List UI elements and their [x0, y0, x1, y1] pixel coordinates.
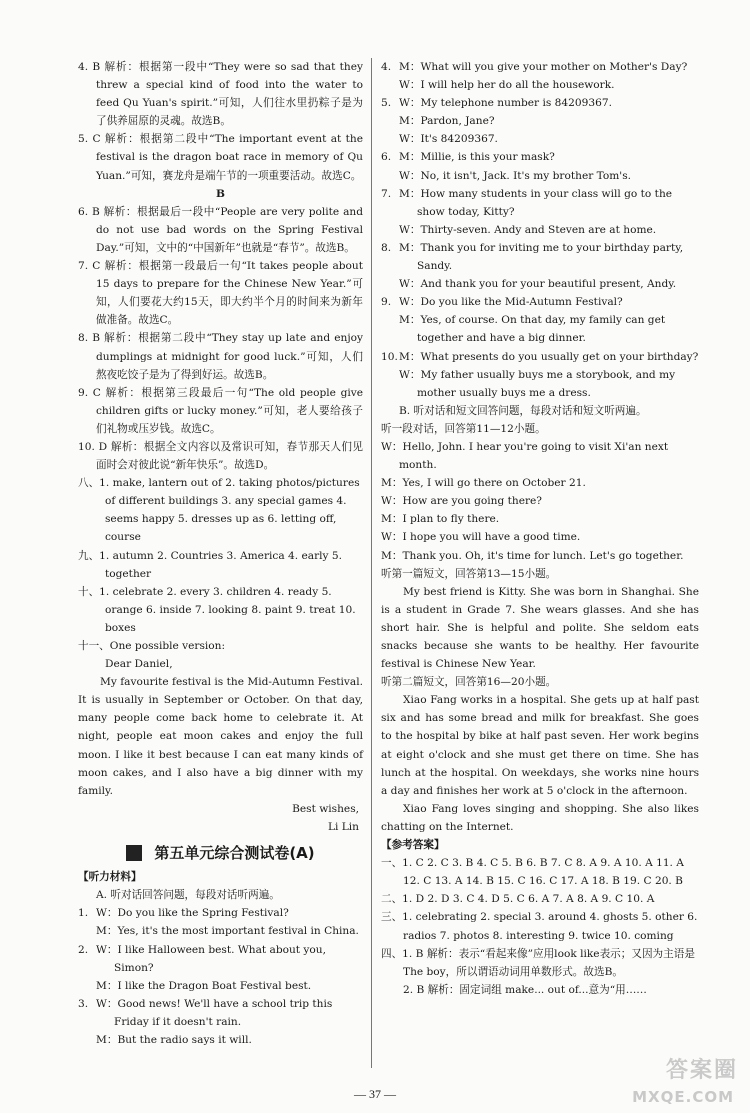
passage2-heading: 听第二篇短文，回答第16—20小题。	[381, 676, 557, 689]
answer-explanation: 5. C 解析：根据第二段中“The important event at the festival is the dragon boat race in memory of Qu Yuan.”可知，赛龙舟是端午节的一项重要活动。故选C。	[78, 133, 363, 182]
dialogue-text: W：I will help her do all the housework.	[399, 79, 615, 92]
dialogue-line	[381, 58, 699, 76]
dialogue-number: 4.	[381, 61, 392, 73]
dialogue-text: M：Pardon, Jane?	[399, 115, 495, 128]
dialogue-text: M：I like the Dragon Boat Festival best.	[96, 979, 312, 992]
dialogue-number	[381, 221, 399, 239]
dialogue-text: W：My father usually buys me a storybook, and my mother usually buys me a dress.	[399, 368, 676, 399]
conversation-line: W：Hello, John. I hear you're going to visit Xi'an next month.	[381, 440, 669, 472]
dialogue-text: M：What will you give your mother on Mother's Day?	[399, 61, 688, 73]
listening-intro: A. 听对话回答问题，每段对话听两遍。	[96, 889, 280, 902]
answers-heading: 【参考答案】	[381, 839, 445, 852]
dialogue-text: W：Do you like the Mid-Autumn Festival?	[399, 296, 623, 309]
exercise-8: 八、1. make, lantern out of 2. taking photos/pictures of different buildings 3. any special games 4. seems happy 5. dresses up as 6. letting off, course	[78, 477, 360, 544]
dialogue-number	[381, 366, 399, 402]
dialogue-text: W：My telephone number is 84209367.	[399, 97, 612, 110]
dialogue-text: W：And thank you for your beautiful present, Andy.	[399, 278, 677, 291]
dialogue-text: W：Thirty-seven. Andy and Steven are at home.	[399, 223, 657, 236]
dialogue-text: W：It's 84209367.	[399, 133, 498, 146]
dialogue-number: 8.	[381, 241, 392, 254]
answer-explanation: 9. C 解析：根据第三段最后一句“The old people give children gifts or lucky money.”可知，老人要给孩子们礼物或压岁钱。故选C。	[78, 386, 363, 435]
dialogue-line	[381, 293, 699, 311]
title-square-icon	[126, 845, 142, 861]
dialogue-number	[381, 112, 399, 130]
page-number: — 37 —	[354, 1087, 396, 1101]
dialogue-number: 7.	[381, 187, 392, 200]
answer-key-line: 2. B 解析：固定词组 make... out of...意为“用……	[403, 983, 647, 996]
answer-key-line: 二、1. D 2. D 3. C 4. D 5. C 6. A 7. A 8. A 9. C 10. A	[381, 893, 655, 906]
dialogue-line	[381, 311, 699, 347]
dialogue-line	[381, 76, 699, 94]
dialogue-number	[381, 130, 399, 148]
conversation-line: M：Thank you. Oh, it's time for lunch. Let's go together.	[381, 549, 684, 562]
dialogue-number	[381, 76, 399, 94]
answer-key-line: 四、1. B 解析：表示“看起来像”应用look like表示；又因为主语是The boy，所以谓语动词用单数形式。故选B。	[381, 947, 695, 978]
listening-heading: 【听力材料】	[78, 871, 142, 884]
conversation-line: M：Yes, I will go there on October 21.	[381, 477, 586, 490]
dialogue-text: W：Good news! We'll have a school trip this Friday if it doesn't rain.	[96, 997, 333, 1028]
dialogue-number: 6.	[381, 151, 392, 164]
letter-closing: Best wishes,	[292, 802, 359, 815]
section-title	[78, 844, 363, 862]
watermark-logo	[632, 1058, 742, 1108]
answer-key-line: 三、1. celebrating 2. special 3. around 4. ghosts 5. other 6. radios 7. photos 8. interesting 9. twice 10. coming	[381, 911, 698, 942]
dialogue-line	[381, 221, 699, 239]
dialogue-line	[78, 977, 363, 995]
left-column	[78, 58, 363, 1049]
dialogue-line	[381, 167, 699, 185]
conversation-heading: 听一段对话，回答第11—12小题。	[381, 422, 546, 435]
dialogue-line	[381, 348, 699, 366]
dialogue-number	[381, 311, 399, 347]
dialogue-number: 1.	[78, 907, 89, 920]
dialogue-text: M：Thank you for inviting me to your birthday party, Sandy.	[399, 241, 684, 273]
dialogue-line	[78, 904, 363, 922]
watermark-cn: 答案圈	[665, 1058, 738, 1083]
answer-key-line: 一、1. C 2. C 3. B 4. C 5. B 6. B 7. C 8. A 9. A 10. A 11. A 12. C 13. A 14. B 15. C 16. C 17. A 18. B 19. C 20. B	[381, 857, 684, 888]
dialogue-line	[381, 366, 699, 402]
dialogue-line	[381, 275, 699, 293]
dialogue-number	[381, 167, 399, 185]
watermark-en: MXQE.COM	[632, 1088, 734, 1106]
conversation-line: M：I plan to fly there.	[381, 513, 500, 526]
passage-paragraph: Xiao Fang works in a hospital. She gets up at half past six and has some bread and milk for breakfast. She goes to the hospital by bike at half past seven. Her work begins at eight o'clock and she must get there on time. She has lunch at the hospital. On weekdays, she works nine hours a day and finishes her work at 5 o'clock in the afternoon.	[381, 694, 699, 797]
section-title-text: 第五单元综合测试卷(A)	[154, 844, 315, 863]
dialogue-line	[78, 995, 363, 1031]
dialogue-text: M：What presents do you usually get on your birthday?	[399, 350, 699, 363]
dialogue-number	[78, 977, 96, 995]
exercise-10: 十、1. celebrate 2. every 3. children 4. ready 5. orange 6. inside 7. looking 8. paint 9. treat 10. boxes	[78, 585, 356, 634]
answer-explanation: 7. C 解析：根据第一段最后一句“It takes people about 15 days to prepare for the Chinese New Year.”可知，人们要花大约15天，即大约半个月的时间来为新年做准备。故选C。	[78, 260, 363, 327]
dialogue-line	[78, 941, 363, 977]
dialogue-line	[381, 148, 699, 166]
right-column	[381, 58, 699, 999]
letter-salutation: Dear Daniel,	[105, 658, 173, 671]
part-b-instruction: B. 听对话和短文回答问题，每段对话和短文听两遍。	[399, 404, 647, 417]
passage-paragraph: My best friend is Kitty. She was born in Shanghai. She is a student in Grade 7. She wears glasses. And she has short hair. She is helpful and polite. She seldom eats snacks because she wants to be healthy. Her favourite festival is Chinese New Year.	[381, 585, 699, 671]
answer-explanation: 6. B 解析：根据最后一段中“People are very polite and do not use bad words on the Spring Festival Day.”可知，文中的“中国新年”也就是“春节”。故选B。	[78, 205, 363, 254]
dialogue-number	[78, 922, 96, 940]
dialogue-text: M：Yes, of course. On that day, my family can get together and have a big dinner.	[399, 314, 666, 345]
passage-paragraph: Xiao Fang loves singing and shopping. She also likes chatting on the Internet.	[381, 802, 699, 833]
answer-explanation: 8. B 解析：根据第二段中“They stay up late and enjoy dumplings at midnight for good luck.”可知，人们熬夜吃饺子是为了得到好运。故选B。	[78, 332, 363, 381]
dialogue-number: 3.	[78, 997, 89, 1010]
dialogue-number	[381, 275, 399, 293]
conversation-line: W：How are you going there?	[381, 495, 542, 508]
answer-explanation: 4. B 解析：根据第一段中“They were so sad that they threw a special kind of food into the water to feed Qu Yuan's spirit.”可知，人们往水里扔粽子是为了供养屈原的灵魂。故选B。	[78, 61, 363, 128]
dialogue-text: M：But the radio says it will.	[96, 1033, 252, 1046]
dialogue-line	[381, 185, 699, 221]
exercise-11-heading: 十一、One possible version:	[78, 640, 226, 652]
dialogue-number: 2.	[78, 943, 89, 956]
dialogue-text: W：Do you like the Spring Festival?	[96, 907, 289, 920]
letter-paragraph: My favourite festival is the Mid-Autumn Festival. It is usually in September or October. On that day, many people come back home to celebrate it. At night, people eat moon cakes and enjoy the full moon. I like it best because I can eat many kinds of moon cakes, and I also have a big dinner with my family.	[78, 676, 363, 797]
conversation-line: W：I hope you will have a good time.	[381, 531, 581, 544]
dialogue-line	[381, 94, 699, 112]
answer-explanation: 10. D 解析：根据全文内容以及常识可知，春节那天人们见面时会对彼此说“新年快乐”。故选D。	[78, 440, 363, 472]
dialogue-text: M：How many students in your class will go to the show today, Kitty?	[399, 187, 673, 218]
dialogue-line	[381, 130, 699, 148]
dialogue-number: 5.	[381, 97, 392, 110]
dialogue-number	[78, 1031, 96, 1049]
dialogue-number: 9.	[381, 296, 392, 309]
dialogue-text: W：No, it isn't, Jack. It's my brother Tom's.	[399, 169, 632, 182]
dialogue-line	[78, 922, 363, 940]
dialogue-line	[381, 112, 699, 130]
dialogue-text: M：Yes, it's the most important festival in China.	[96, 925, 359, 938]
dialogue-line	[381, 239, 699, 275]
section-b-heading: B	[216, 187, 225, 200]
dialogue-text: W：I like Halloween best. What about you, Simon?	[96, 943, 326, 974]
dialogue-text: M：Millie, is this your mask?	[399, 151, 555, 164]
dialogue-number: 10.	[381, 350, 398, 363]
passage1-heading: 听第一篇短文，回答第13—15小题。	[381, 567, 557, 580]
exercise-9: 九、1. autumn 2. Countries 3. America 4. early 5. together	[78, 549, 342, 580]
dialogue-line	[78, 1031, 363, 1049]
letter-signature: Li Lin	[327, 820, 359, 833]
column-divider	[371, 58, 372, 1068]
